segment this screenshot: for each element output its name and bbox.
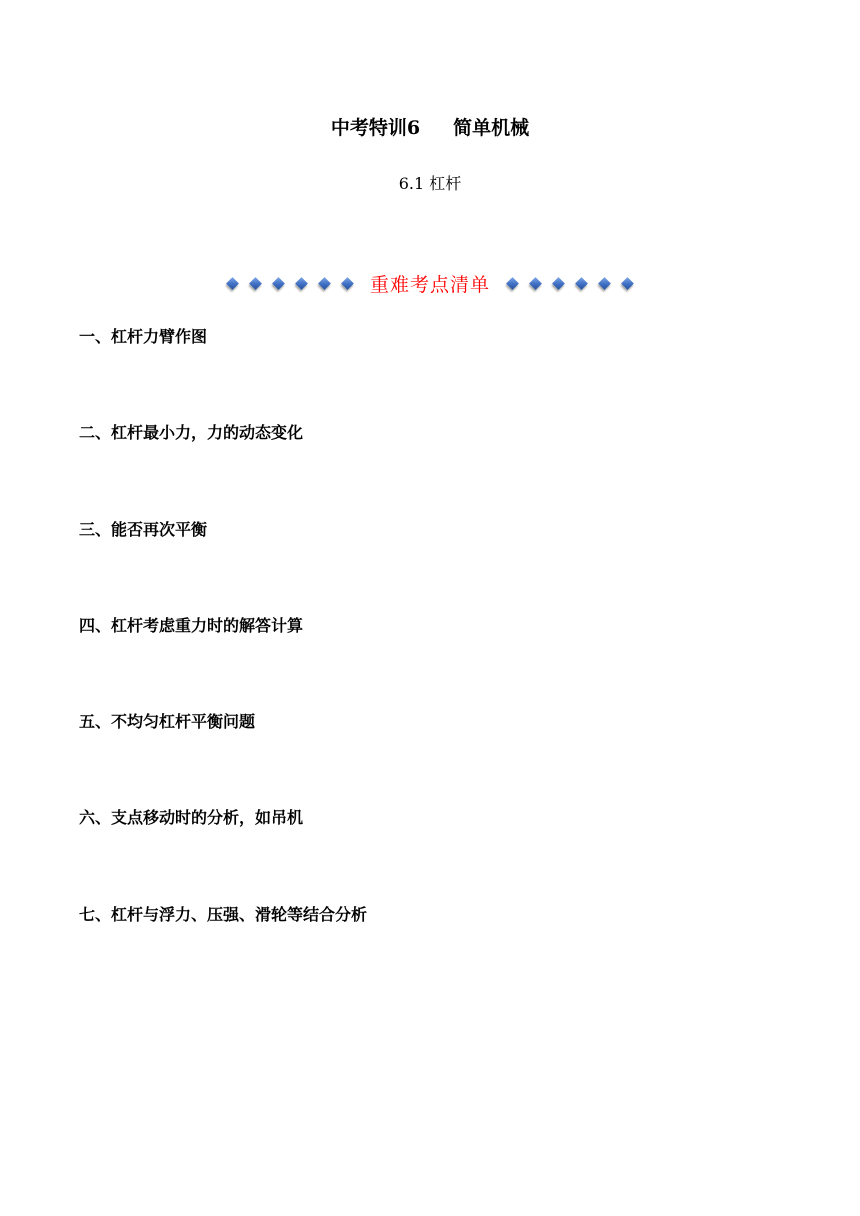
section-heading-7: 七、杠杆与浮力、压强、滑轮等结合分析 xyxy=(79,904,368,924)
section-list xyxy=(79,326,367,1000)
diamond-icon xyxy=(598,277,611,290)
section-heading-2: 二、杠杆最小力，力的动态变化 xyxy=(79,423,304,443)
document-subtitle: 6.1 杠杆 xyxy=(398,174,462,193)
left-diamond-row xyxy=(228,279,352,288)
diamond-icon xyxy=(272,277,285,290)
diamond-icon xyxy=(249,277,262,290)
diamond-icon xyxy=(295,277,308,290)
key-points-banner xyxy=(0,268,860,298)
banner-title: 重难考点清单 xyxy=(369,273,490,296)
diamond-icon xyxy=(529,277,542,290)
section-heading-4: 四、杠杆考虑重力时的解答计算 xyxy=(79,615,304,635)
diamond-icon xyxy=(575,277,588,290)
diamond-icon xyxy=(506,277,519,290)
right-diamond-row xyxy=(508,279,632,288)
diamond-icon xyxy=(341,277,354,290)
section-heading-1: 一、杠杆力臂作图 xyxy=(79,327,208,346)
diamond-icon xyxy=(621,277,634,290)
section-heading-5: 五、不均匀杠杆平衡问题 xyxy=(79,712,256,732)
diamond-icon xyxy=(226,277,239,290)
diamond-icon xyxy=(318,277,331,290)
section-heading-6: 六、支点移动时的分析，如吊机 xyxy=(79,808,304,828)
diamond-icon xyxy=(552,277,565,290)
document-title: 中考特训6 简单机械 xyxy=(330,117,530,139)
section-heading-3: 三、能否再次平衡 xyxy=(79,519,208,539)
